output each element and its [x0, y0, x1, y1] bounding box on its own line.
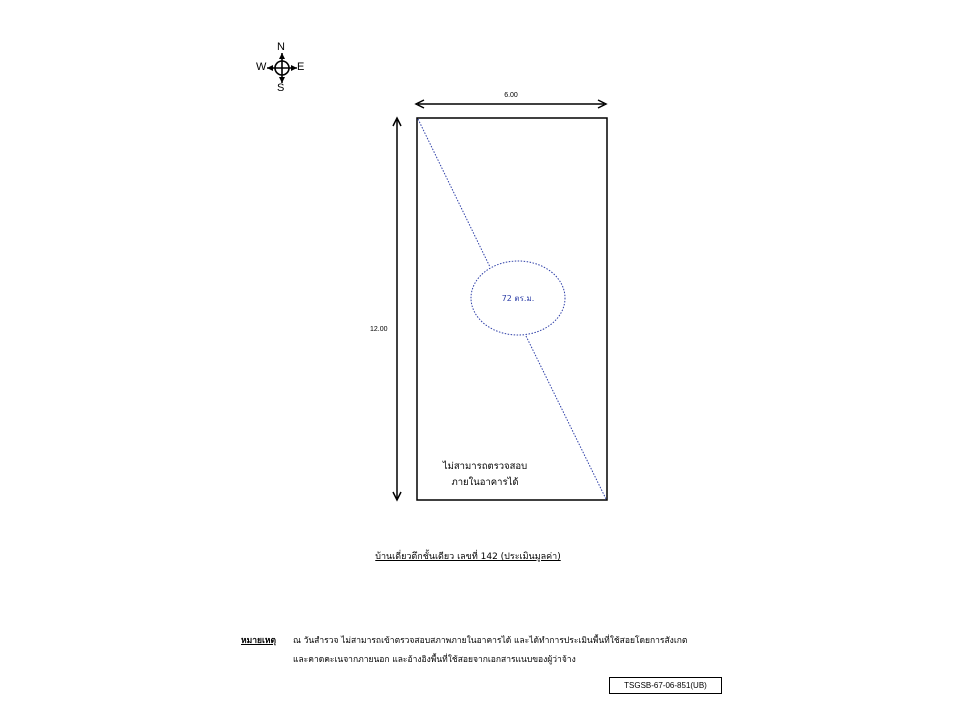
remark-line2: และคาดคะเนจากภายนอก และอ้างอิงพื้นที่ใช้สอยจากเอกสารแนบของผู้ว่าจ้าง: [293, 655, 576, 665]
document-code: TSGSB-67-06-851(UB): [609, 677, 722, 694]
width-label: 6.00: [504, 92, 518, 99]
inside-note-line1: ไม่สามารถตรวจสอบ: [442, 461, 528, 472]
inside-note-line2: ภายในอาคารได้: [451, 477, 519, 488]
compass-east-label: E: [297, 61, 305, 73]
height-label: 12.00: [370, 326, 388, 333]
diagonal-line-lower: [526, 336, 606, 499]
remark-line1: ณ วันสำรวจ ไม่สามารถเข้าตรวจสอบสภาพภายในอาคารได้ และได้ทำการประเมินพื้นที่ใช้สอยโดยการสังเกต: [293, 636, 688, 646]
building-outline: [417, 118, 607, 500]
diagonal-line-upper: [418, 119, 490, 267]
remark-label: หมายเหตุ: [241, 636, 276, 646]
area-label: 72 ตร.ม.: [501, 294, 535, 303]
compass-west-label: W: [256, 61, 267, 73]
compass-north-label: N: [277, 41, 285, 53]
height-dimension-arrow: [393, 118, 401, 500]
plan-caption: บ้านเดี่ยวตึกชั้นเดียว เลขที่ 142 (ประเมินมูลค่า): [375, 552, 561, 562]
compass-south-label: S: [277, 82, 285, 94]
width-dimension-arrow: [416, 100, 606, 108]
